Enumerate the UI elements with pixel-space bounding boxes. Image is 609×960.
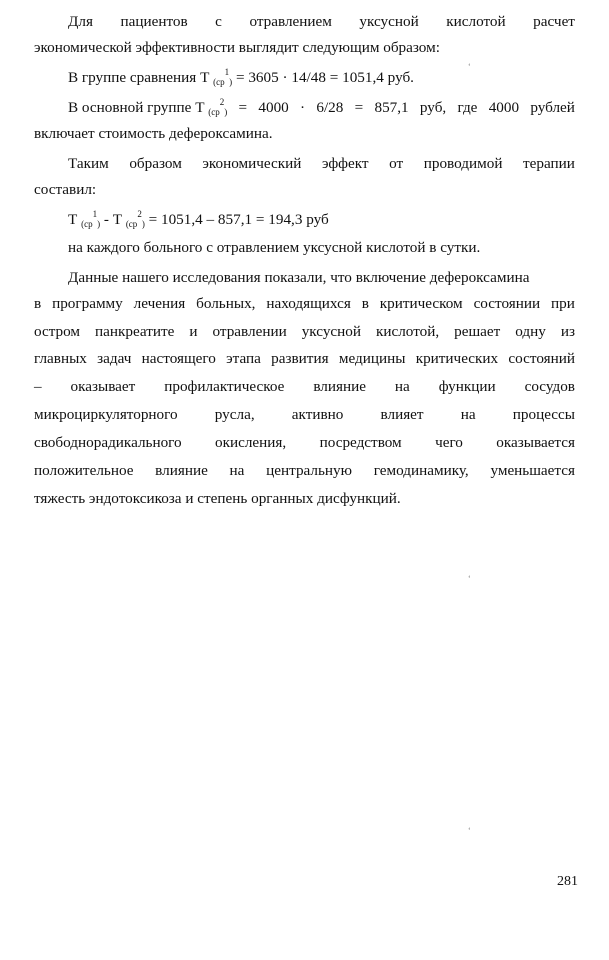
text-line-18 xyxy=(0,487,609,511)
word: положительное xyxy=(34,462,134,479)
word: 4000 xyxy=(258,99,289,116)
word: 4000 xyxy=(488,99,520,116)
word: гемодинамику, xyxy=(373,462,469,479)
word: уксусной xyxy=(301,323,362,340)
text-line-13 xyxy=(0,347,609,371)
text-line-9 xyxy=(0,236,609,260)
formula-subscript: (ср xyxy=(213,77,225,87)
scan-speck: ‘ xyxy=(468,574,471,583)
formula-suffix: = 1051,4 – 857,1 = 194,3 руб xyxy=(148,211,329,228)
word: больных, xyxy=(196,295,256,312)
text-line-17 xyxy=(0,459,609,483)
word: расчет xyxy=(533,13,575,30)
text-line-2 xyxy=(0,36,609,60)
formula-suffix: = 3605 · 14/48 = 1051,4 руб. xyxy=(235,69,414,86)
word: настоящего xyxy=(141,350,216,367)
word: этапа xyxy=(226,350,261,367)
line-text: на каждого больного с отравлением уксусной кислотой в сутки. xyxy=(68,239,481,256)
word: находящихся xyxy=(266,295,351,312)
word: процессы xyxy=(512,406,575,423)
word: отравлением xyxy=(249,13,332,30)
word: 6/28 xyxy=(316,99,344,116)
word: микроциркуляторного xyxy=(34,406,178,423)
text-line-1 xyxy=(0,10,609,34)
formula-superscript: 1 xyxy=(224,67,230,77)
word: свободнорадикального xyxy=(34,434,182,451)
text-line-5 xyxy=(0,122,609,146)
word: = xyxy=(354,99,364,116)
word: терапии xyxy=(523,155,575,172)
word: окисления, xyxy=(215,434,287,451)
word: при xyxy=(551,295,575,312)
formula-mid: - Т xyxy=(103,211,123,228)
word: одну xyxy=(515,323,546,340)
word: панкреатите xyxy=(95,323,175,340)
text-line-14 xyxy=(0,375,609,399)
word: в xyxy=(34,295,42,312)
word: критическом xyxy=(379,295,463,312)
word: развития xyxy=(271,350,329,367)
line-text: включает стоимость дефероксамина. xyxy=(34,125,273,142)
scan-speck: ‘ xyxy=(468,826,471,835)
word: на xyxy=(460,406,476,423)
word: посредством xyxy=(319,434,402,451)
word: 857,1 xyxy=(374,99,409,116)
word: центральную xyxy=(266,462,352,479)
word: где xyxy=(457,99,478,116)
formula-subscript-close: ) xyxy=(97,219,101,229)
word: отравлении xyxy=(212,323,287,340)
word: на xyxy=(229,462,245,479)
word: кислотой xyxy=(446,13,506,30)
word: уменьшается xyxy=(490,462,575,479)
word: из xyxy=(560,323,575,340)
word: Для xyxy=(68,13,93,30)
word: экономический xyxy=(202,155,302,172)
word: профилактическое xyxy=(164,378,285,395)
word: оказывает xyxy=(70,378,136,395)
word: чего xyxy=(435,434,463,451)
text-line-6 xyxy=(0,152,609,176)
formula-line-effect xyxy=(0,208,609,232)
word: программу xyxy=(52,295,123,312)
word: задач xyxy=(97,350,132,367)
formula-superscript: 1 xyxy=(92,209,98,219)
word: состоянии xyxy=(473,295,541,312)
word: решает xyxy=(454,323,501,340)
formula-lead: В основной группе Т $_{(ср}^2_)$ xyxy=(68,97,228,117)
formula-subscript: (ср xyxy=(81,219,93,229)
word: активно xyxy=(291,406,344,423)
word: от xyxy=(389,155,404,172)
word: Таким xyxy=(68,155,109,172)
text-line-16 xyxy=(0,431,609,455)
word: русла, xyxy=(214,406,255,423)
word: оказывается xyxy=(496,434,575,451)
word: проводимой xyxy=(423,155,503,172)
word: критических xyxy=(415,350,499,367)
line-text: тяжесть эндотоксикоза и степень органных дисфункций. xyxy=(34,490,401,507)
formula-line-main-group xyxy=(0,96,609,120)
formula-line-comparison-group xyxy=(0,66,609,90)
word: главных xyxy=(34,350,87,367)
page-number: 281 xyxy=(557,874,578,889)
word: функции xyxy=(438,378,496,395)
line-text: экономической эффективности выглядит следующим образом: xyxy=(34,39,440,56)
word: уксусной xyxy=(359,13,419,30)
scan-speck: ‘ xyxy=(468,62,471,71)
text-line-10 xyxy=(0,266,609,290)
word: с xyxy=(215,13,222,30)
word: лечения xyxy=(133,295,186,312)
text-line-7 xyxy=(0,178,609,202)
word: руб, xyxy=(419,99,447,116)
word: влияние xyxy=(155,462,208,479)
line-text: составил: xyxy=(34,181,97,198)
word: = xyxy=(238,99,248,116)
word: пациентов xyxy=(120,13,188,30)
formula-subscript: (ср xyxy=(125,219,138,229)
text-line-15 xyxy=(0,403,609,427)
word: – xyxy=(34,378,42,395)
word: образом xyxy=(129,155,182,172)
word: влияет xyxy=(380,406,424,423)
word: эффект xyxy=(321,155,369,172)
word: медицины xyxy=(338,350,406,367)
formula-subscript-close: ) xyxy=(229,77,233,87)
word: рублей xyxy=(530,99,575,116)
formula-subscript-close: ) xyxy=(141,219,145,229)
formula-prefix: В группе сравнения Т xyxy=(68,69,210,86)
word: состояний xyxy=(508,350,575,367)
word: в xyxy=(361,295,369,312)
formula-superscript: 2 xyxy=(137,209,142,219)
formula-t1: Т xyxy=(68,211,78,228)
word: сосудов xyxy=(524,378,575,395)
word: на xyxy=(394,378,410,395)
word: кислотой, xyxy=(375,323,440,340)
word: · xyxy=(300,99,306,116)
line-text: Данные нашего исследования показали, что включение дефероксамина xyxy=(68,269,530,286)
word: остром xyxy=(34,323,81,340)
word: и xyxy=(189,323,198,340)
text-line-12 xyxy=(0,320,609,344)
word: влияние xyxy=(313,378,366,395)
text-line-11 xyxy=(0,292,609,316)
